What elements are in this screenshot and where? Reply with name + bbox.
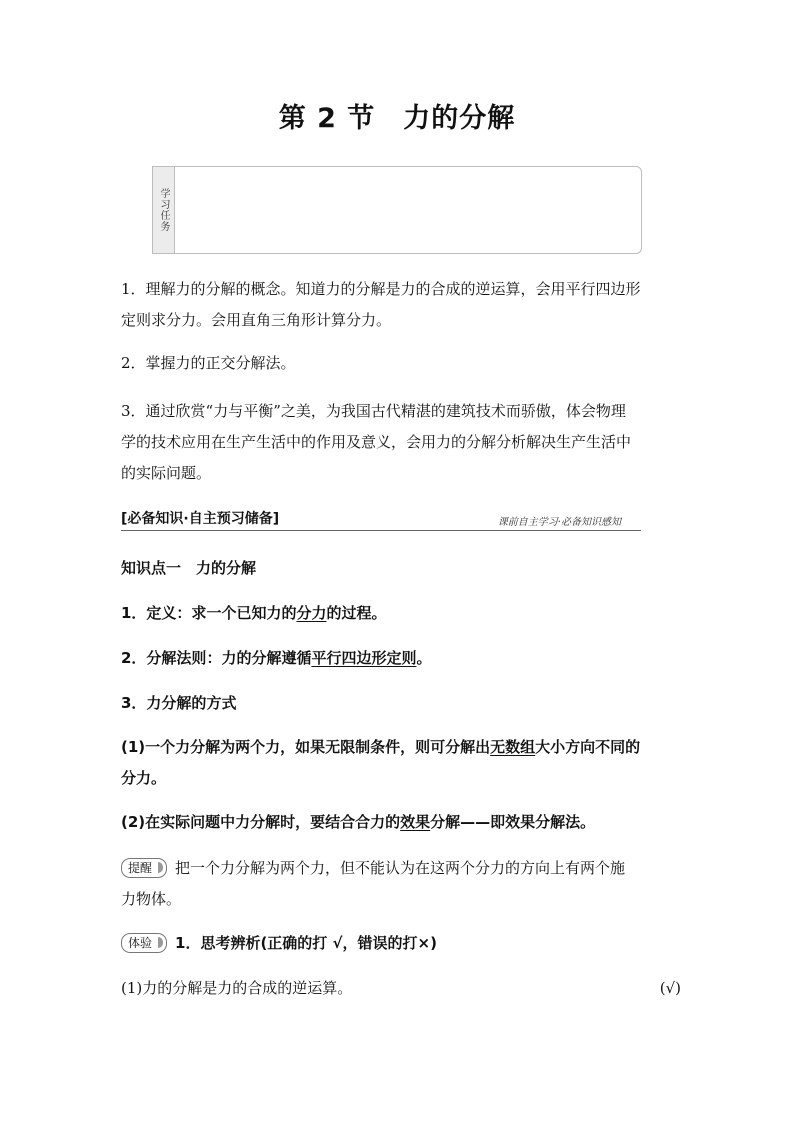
section-title: [必备知识·自主预习储备] — [121, 511, 280, 527]
mode-1-line: (1)一个力分解为两个力，如果无限制条件，则可分解出无数组大小方向不同的 — [121, 738, 641, 756]
tip-line: 提醒 把一个力分解为两个力，但不能认为在这两个分力的方向上有两个施 — [121, 853, 681, 884]
rule-line: 2．分解法则：力的分解遵循平行四边形定则。 — [121, 649, 432, 667]
page-title: 第 2 节 力的分解 — [278, 103, 516, 134]
mode-heading: 3．力分解的方式 — [121, 694, 237, 712]
objective-line: 1．理解力的分解的概念。知道力的分解是力的合成的逆运算，会用平行四边形 — [121, 280, 641, 298]
tip-line-2: 力物体。 — [121, 890, 182, 908]
objective-line: 学的技术应用在生产生活中的作用及意义，会用力的分解分析解决生产生活中 — [121, 433, 632, 451]
learning-task-box — [152, 166, 642, 254]
section-subtitle: 课前自主学习·必备知识感知 — [497, 517, 621, 528]
section-header — [121, 508, 641, 531]
experience-line: 体验 1．思考辨析(正确的打 √，错误的打×) — [121, 928, 681, 959]
answer-blank: 无数组 — [490, 738, 536, 756]
objective-line: 的实际问题。 — [121, 464, 212, 482]
answer-mark: (√) — [659, 979, 681, 997]
definition-line: 1．定义：求一个已知力的分力的过程。 — [121, 604, 387, 622]
answer-blank: 分力 — [296, 604, 327, 622]
objective-line: 定则求分力。会用直角三角形计算分力。 — [121, 311, 392, 329]
knowledge-point-heading: 知识点一 力的分解 — [121, 559, 257, 577]
experience-tag: 体验 — [121, 933, 167, 953]
learning-task-label: 学习任务 — [152, 166, 174, 254]
objective-line: 3．通过欣赏“力与平衡”之美，为我国古代精湛的建筑技术而骄傲，体会物理 — [121, 402, 626, 420]
objective-line: 2．掌握力的正交分解法。 — [121, 354, 296, 372]
answer-blank: 效果 — [400, 813, 431, 831]
question-1: (1)力的分解是力的合成的逆运算。 (√) — [121, 973, 681, 1004]
learning-task-content — [174, 166, 642, 254]
mode-2-line: (2)在实际问题中力分解时，要结合合力的效果分解——即效果分解法。 — [121, 813, 596, 831]
answer-blank: 平行四边形定则 — [311, 649, 417, 667]
mode-1-line-2: 分力。 — [121, 769, 167, 787]
tip-tag: 提醒 — [121, 858, 167, 878]
